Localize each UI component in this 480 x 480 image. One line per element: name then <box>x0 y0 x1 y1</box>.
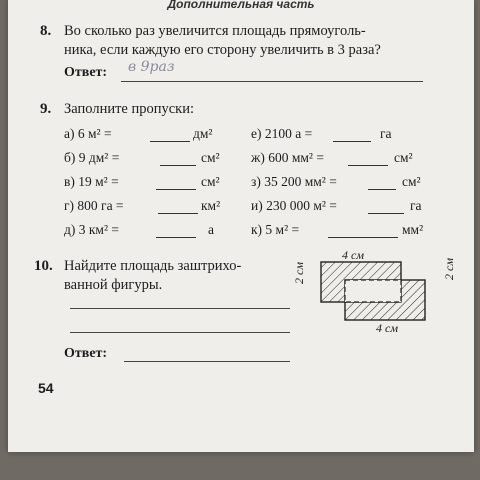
overlap-region <box>345 280 401 302</box>
q9-item-i: и) 230 000 м² = <box>251 198 337 213</box>
q9-item-h: з) 35 200 мм² = <box>251 174 337 189</box>
q9-blank-c[interactable] <box>156 189 196 190</box>
q9-item-b: б) 9 дм² = <box>64 150 120 165</box>
q9-item-e: д) 3 км² = <box>64 222 120 237</box>
q8-text-line1: Во сколько раз увеличится площадь прямоуголь- <box>64 23 366 39</box>
q10-answer-label: Ответ: <box>64 346 108 361</box>
section-header: Дополнительная часть <box>167 0 315 10</box>
figure-bottom-label: 4 см <box>376 321 398 335</box>
workbook-page <box>8 0 474 452</box>
q9-unit-e: а <box>208 222 214 237</box>
q9-blank-f[interactable] <box>333 141 371 142</box>
q9-number: 9. <box>40 101 52 117</box>
q8-handwritten-answer: в 9раз <box>128 59 175 75</box>
figure-right-label: 2 см <box>442 258 456 280</box>
q10-number: 10. <box>34 258 53 274</box>
q9-unit-h: см² <box>402 174 421 189</box>
q9-unit-g: см² <box>394 150 413 165</box>
q9-blank-d[interactable] <box>158 213 198 214</box>
q10-work-line-2[interactable] <box>70 332 290 333</box>
q9-unit-a: дм² <box>193 126 213 141</box>
q9-item-a: а) 6 м² = <box>64 126 112 141</box>
q9-blank-h[interactable] <box>368 189 396 190</box>
q9-blank-e[interactable] <box>156 237 196 238</box>
q9-title: Заполните пропуски: <box>64 101 195 117</box>
q9-blank-b[interactable] <box>160 165 196 166</box>
q9-item-g: ж) 600 мм² = <box>251 150 324 165</box>
q8-number: 8. <box>40 23 52 39</box>
q9-blank-g[interactable] <box>348 165 388 166</box>
q9-blank-i[interactable] <box>368 213 404 214</box>
figure-left-label: 2 см <box>292 262 306 284</box>
q9-blank-j[interactable] <box>328 237 398 238</box>
page-number: 54 <box>38 380 54 396</box>
q9-item-d: г) 800 га = <box>64 198 124 213</box>
q10-answer-line[interactable] <box>124 361 290 362</box>
q9-blank-a[interactable] <box>150 141 190 142</box>
q10-text-line1: Найдите площадь заштрихо- <box>64 258 242 274</box>
q9-unit-j: мм² <box>402 222 424 237</box>
q9-item-f: е) 2100 а = <box>251 126 313 141</box>
q8-answer-line[interactable] <box>121 81 423 82</box>
q9-unit-i: га <box>410 198 422 213</box>
q9-unit-b: см² <box>201 150 220 165</box>
q9-unit-f: га <box>380 126 392 141</box>
figure-top-label: 4 см <box>342 248 364 262</box>
q8-answer-label: Ответ: <box>64 65 108 80</box>
q9-item-c: в) 19 м² = <box>64 174 119 189</box>
q8-text-line2: ника, если каждую его сторону увеличить в 3 раза? <box>64 42 381 58</box>
q10-work-line-1[interactable] <box>70 308 290 309</box>
q9-unit-d: км² <box>201 198 221 213</box>
q9-item-j: к) 5 м² = <box>251 222 300 237</box>
q10-text-line2: ванной фигуры. <box>64 277 163 293</box>
q9-unit-c: см² <box>201 174 220 189</box>
